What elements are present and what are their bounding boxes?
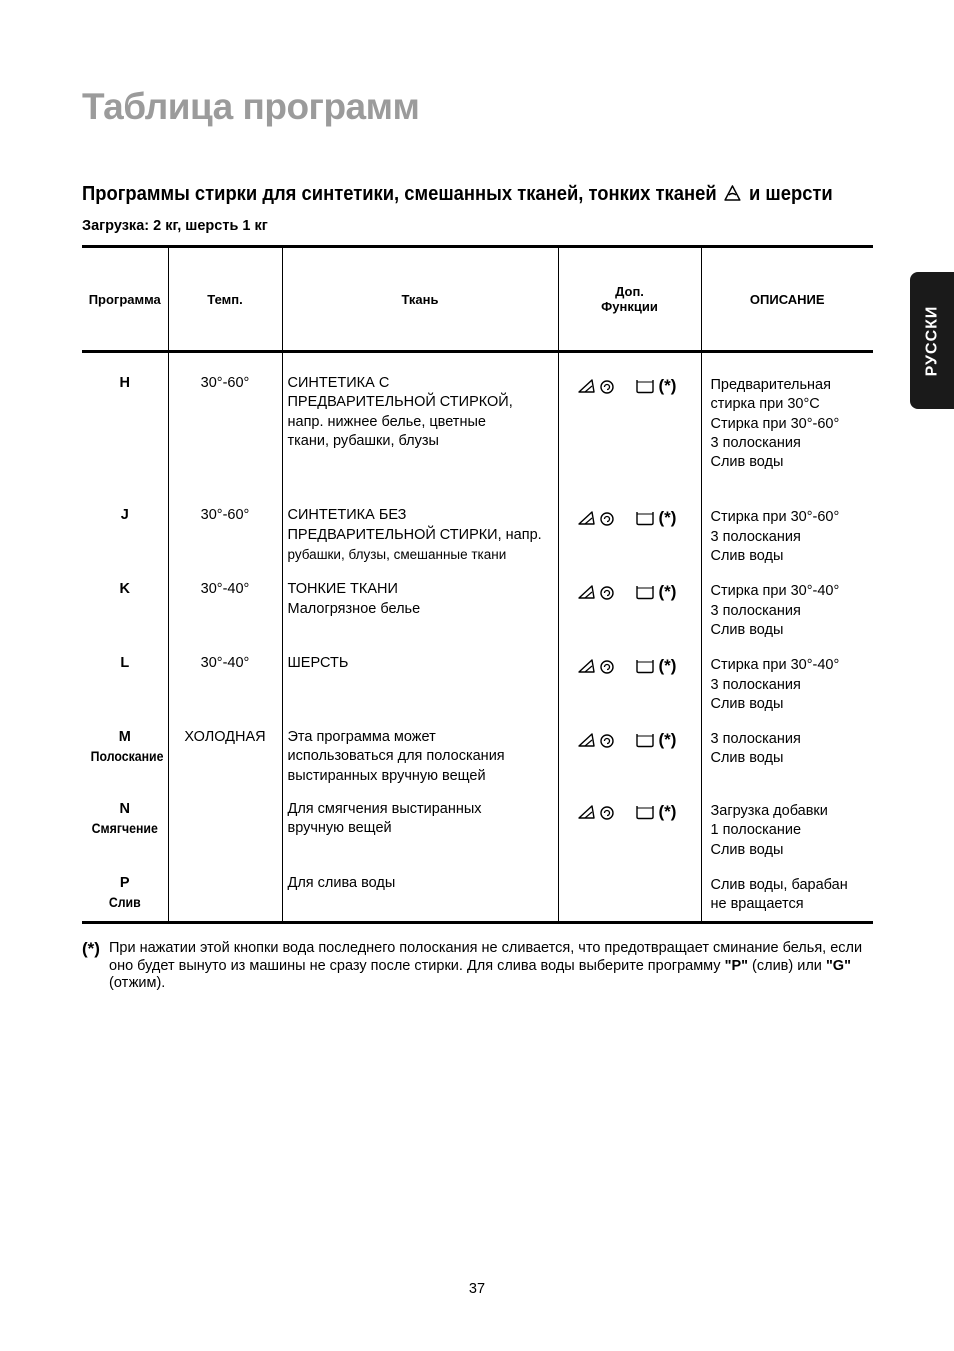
table-header-row xyxy=(82,247,873,352)
description-line: 3 полоскания xyxy=(710,676,801,693)
fabric-line: Для слива воды xyxy=(287,874,396,891)
program-subtitle: Слив xyxy=(108,894,141,911)
description-cell xyxy=(701,719,873,791)
header-fabric: Ткань xyxy=(282,247,558,352)
fabric-line: ткани, рубашки, блузы xyxy=(287,432,439,449)
fabric-cell xyxy=(282,571,558,645)
footnote-program-g: "G" xyxy=(825,957,851,974)
description-line: Предварительная xyxy=(710,377,831,393)
header-options-line2: Функции xyxy=(601,299,658,314)
footnote-mark: (*) xyxy=(82,939,100,958)
header-program: Программа xyxy=(82,247,168,352)
fabric-line: СИНТЕТИКА С xyxy=(287,375,390,391)
rinse-hold-tub-icon xyxy=(635,658,655,674)
rinse-hold-mark: (*) xyxy=(658,802,677,822)
footnote-text xyxy=(109,940,877,993)
fabric-cell xyxy=(282,791,558,865)
language-tab xyxy=(910,272,954,409)
prewash-spin-icon xyxy=(577,803,617,821)
program-letter: J xyxy=(120,507,129,524)
section-heading-suffix: и шерсти xyxy=(748,183,833,205)
rinse-hold-tub-icon xyxy=(635,510,655,526)
temperature-cell: ХОЛОДНАЯ xyxy=(168,719,282,791)
options-cell xyxy=(558,791,701,865)
description-cell xyxy=(701,497,873,571)
description-line: Стирка при 30°-40° xyxy=(710,657,840,674)
program-cell xyxy=(82,645,168,719)
description-line: Слив воды xyxy=(710,695,784,712)
temperature-cell xyxy=(168,865,282,922)
fabric-line: Малогрязное белье xyxy=(287,600,421,617)
fabric-line: Эта программа может xyxy=(287,729,436,746)
fabric-line: напр. нижнее белье, цветные xyxy=(287,413,486,430)
fabric-line: Для смягчения выстиранных xyxy=(287,801,482,818)
rinse-hold-mark: (*) xyxy=(658,582,677,602)
language-tab-label: РУССКИ xyxy=(923,305,941,376)
program-letter: P xyxy=(119,874,130,891)
options-cell xyxy=(558,865,701,922)
fabric-line: выстиранных вручную вещей xyxy=(287,767,486,784)
fabric-line: ПРЕДВАРИТЕЛЬНОЙ СТИРКИ, напр. xyxy=(287,526,542,543)
footnote-text-part: (отжим). xyxy=(109,975,166,991)
fabric-line: вручную вещей xyxy=(287,820,392,837)
table-row xyxy=(82,497,873,571)
table-row xyxy=(82,352,873,498)
fabric-line: ПРЕДВАРИТЕЛЬНОЙ СТИРКОЙ, xyxy=(287,394,513,411)
description-line: Слив воды xyxy=(710,621,784,638)
temperature-cell: 30°-40° xyxy=(168,571,282,645)
header-temp: Темп. xyxy=(168,247,282,352)
description-cell xyxy=(701,352,873,498)
description-line: 3 полоскания xyxy=(710,602,801,619)
fabric-cell xyxy=(282,497,558,571)
load-info: Загрузка: 2 кг, шерсть 1 кг xyxy=(82,218,268,234)
description-cell xyxy=(701,791,873,865)
description-line: Слив воды, барабан xyxy=(710,876,848,893)
program-cell xyxy=(82,865,168,922)
description-cell xyxy=(701,645,873,719)
fabric-cell xyxy=(282,645,558,719)
fabric-cell xyxy=(282,719,558,791)
header-description: ОПИСАНИЕ xyxy=(701,247,873,352)
prewash-spin-icon xyxy=(577,377,617,395)
description-line: Стирка при 30°-40° xyxy=(710,583,840,600)
program-letter: L xyxy=(120,655,130,672)
programs-table xyxy=(82,245,873,924)
prewash-spin-icon xyxy=(577,509,617,527)
delicate-symbol-icon xyxy=(724,183,742,203)
rinse-hold-mark: (*) xyxy=(658,656,677,676)
rinse-hold-mark: (*) xyxy=(658,376,677,395)
program-cell xyxy=(82,352,168,498)
rinse-hold-tub-icon xyxy=(635,584,655,600)
description-line: 3 полоскания xyxy=(710,434,801,451)
fabric-line: рубашки, блузы, смешанные ткани xyxy=(287,547,507,563)
fabric-line: СИНТЕТИКА БЕЗ xyxy=(287,507,407,524)
program-letter: N xyxy=(119,801,130,818)
program-letter: M xyxy=(118,729,131,746)
description-line: Слив воды xyxy=(710,750,784,767)
footnote-text-part: При нажатии этой кнопки вода последнего полоскания не сливается, что предотвращает сминание белья, если оно будет вынуто из машины не сразу после стирки. Для слива воды выберите программу xyxy=(109,940,863,974)
options-cell xyxy=(558,352,701,498)
fabric-cell xyxy=(282,352,558,498)
program-cell xyxy=(82,497,168,571)
program-cell xyxy=(82,719,168,791)
description-line: Слив воды xyxy=(710,548,784,565)
description-cell xyxy=(701,571,873,645)
options-cell xyxy=(558,497,701,571)
description-line: 3 полоскания xyxy=(710,731,801,748)
rinse-hold-mark: (*) xyxy=(658,508,677,528)
program-subtitle: Смягчение xyxy=(91,820,158,837)
description-line: Слив воды xyxy=(710,454,784,471)
header-options xyxy=(558,247,701,352)
options-cell xyxy=(558,645,701,719)
fabric-line: ШЕРСТЬ xyxy=(287,655,349,672)
rinse-hold-tub-icon xyxy=(635,732,655,748)
description-line: 3 полоскания xyxy=(710,528,801,545)
prewash-spin-icon xyxy=(577,583,617,601)
table-row xyxy=(82,865,873,922)
description-line: не вращается xyxy=(710,896,804,913)
description-line: 1 полоскание xyxy=(710,822,802,839)
temperature-cell xyxy=(168,791,282,865)
description-line: стирка при 30°C xyxy=(710,396,820,413)
temperature-cell: 30°-40° xyxy=(168,645,282,719)
prewash-spin-icon xyxy=(577,657,617,675)
prewash-spin-icon xyxy=(577,731,617,749)
footnote-text-part: (слив) или xyxy=(748,957,826,974)
options-cell xyxy=(558,719,701,791)
page-number: 37 xyxy=(468,1281,486,1297)
fabric-line: ТОНКИЕ ТКАНИ xyxy=(287,581,398,598)
temperature-cell: 30°-60° xyxy=(168,497,282,571)
program-subtitle: Полоскание xyxy=(90,748,164,765)
program-cell xyxy=(82,791,168,865)
header-options-line1: Доп. xyxy=(615,284,644,299)
fabric-cell xyxy=(282,865,558,922)
program-cell xyxy=(82,571,168,645)
table-row xyxy=(82,719,873,791)
section-heading-text: Программы стирки для синтетики, смешанных тканей, тонких тканей xyxy=(82,183,717,205)
section-heading xyxy=(82,183,833,206)
page-title: Таблица программ xyxy=(82,86,420,127)
description-cell xyxy=(701,865,873,922)
program-letter: K xyxy=(119,581,130,598)
description-line: Слив воды xyxy=(710,841,784,858)
rinse-hold-mark: (*) xyxy=(658,730,677,750)
description-line: Стирка при 30°-60° xyxy=(710,415,840,432)
fabric-line: использоваться для полоскания xyxy=(287,748,505,765)
rinse-hold-tub-icon xyxy=(635,378,655,394)
footnote xyxy=(82,940,877,993)
options-cell xyxy=(558,571,701,645)
description-line: Загрузка добавки xyxy=(710,803,828,820)
description-line: Стирка при 30°-60° xyxy=(710,509,840,526)
footnote-program-p: "P" xyxy=(724,957,749,974)
table-row xyxy=(82,791,873,865)
rinse-hold-tub-icon xyxy=(635,804,655,820)
table-row xyxy=(82,571,873,645)
program-letter: H xyxy=(119,375,130,391)
table-row xyxy=(82,645,873,719)
temperature-cell: 30°-60° xyxy=(168,352,282,498)
